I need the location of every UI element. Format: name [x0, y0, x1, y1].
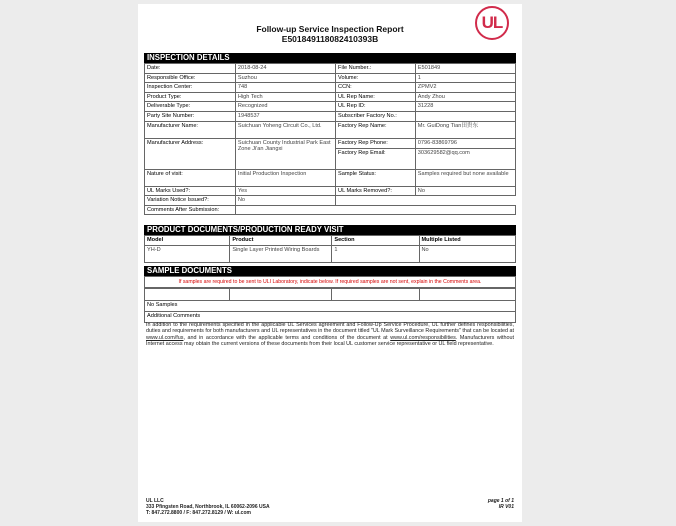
field-label: Date:: [145, 64, 236, 74]
field-label: Subscriber Factory No.:: [336, 111, 416, 121]
additional-comments-label: Additional Comments: [145, 312, 516, 323]
table-row: [145, 245, 516, 262]
table-row: [145, 186, 516, 196]
field-value: [415, 111, 515, 121]
field-label: UL Rep Name:: [336, 92, 416, 102]
empty-cell: [145, 289, 230, 301]
field-label: Responsible Office:: [145, 73, 236, 83]
inspection-details-section: [144, 53, 516, 215]
sample-documents-table: [144, 288, 516, 323]
report-number: E501849118082410393B: [281, 34, 379, 44]
report-page: [138, 4, 522, 522]
table-row: [145, 138, 516, 148]
field-value: Suichuan County Industrial Park East Zone Ji'an Jiangxi: [235, 138, 335, 169]
field-value: 303629582@qq.com: [415, 148, 515, 169]
footer-street: 333 Pfingsten Road, Northbrook, IL 60062-2096 USA: [146, 503, 270, 510]
paragraph-text: , and in accordance with the applicable terms and conditions of the document at: [183, 334, 388, 341]
responsibilities-link[interactable]: www.ul.com/responsibilities: [390, 334, 456, 341]
field-value: High Tech: [235, 92, 335, 102]
column-header: Multiple Listed: [419, 236, 515, 246]
field-value: [235, 205, 515, 215]
field-label: UL Marks Removed?:: [336, 186, 416, 196]
footer-contact: T: 847.272.8800 / F: 847.272.8129 / W: ul.com: [146, 509, 251, 516]
table-cell: 1: [332, 245, 419, 262]
field-value: 1948537: [235, 111, 335, 121]
page-number: page 1 of 1: [487, 498, 514, 504]
field-value: E501849: [415, 64, 515, 74]
no-samples-label: No Samples: [145, 301, 516, 312]
report-title: Follow-up Service Inspection Report: [256, 24, 404, 34]
table-cell: No: [419, 245, 515, 262]
footer-address: [146, 499, 270, 516]
field-value: Suzhou: [235, 73, 335, 83]
field-value: Suichuan Yoheng Circuit Co., Ltd.: [235, 121, 335, 138]
table-row: [145, 312, 516, 323]
field-value: No: [415, 186, 515, 196]
table-row: [145, 83, 516, 93]
sample-instructions: If samples are required to be sent to ULI Laboratory, indicate below. If required samples are not sent, explain in the Comments area.: [144, 276, 516, 288]
field-value: 0796-83869796: [415, 138, 515, 148]
terms-paragraph: [146, 322, 514, 348]
field-label: Party Site Number:: [145, 111, 236, 121]
table-row: [145, 102, 516, 112]
field-value: No: [235, 196, 335, 206]
field-value: Initial Production Inspection: [235, 169, 335, 186]
ul-logo: UL: [475, 6, 509, 40]
field-label: Deliverable Type:: [145, 102, 236, 112]
field-label: Nature of visit:: [145, 169, 236, 186]
table-row: [145, 301, 516, 312]
empty-cell: [332, 289, 419, 301]
column-header: Section: [332, 236, 419, 246]
field-label: File Number.:: [336, 64, 416, 74]
paragraph-text: . Manufacturers without Internet access may obtain the current versions of these documents from their local UL customer service representative or UL field representative.: [146, 334, 514, 348]
field-value: ZPMV2: [415, 83, 515, 93]
field-value: Andy Zhou: [415, 92, 515, 102]
empty-cell: [419, 289, 515, 301]
field-label: CCN:: [336, 83, 416, 93]
table-row: [145, 64, 516, 74]
field-label: Comments After Submission:: [145, 205, 236, 215]
field-label: Manufacturer Address:: [145, 138, 236, 169]
table-row: [145, 169, 516, 186]
field-label: Variation Notice Issued?:: [145, 196, 236, 206]
form-id: IR V01: [498, 503, 514, 510]
field-value: Yes: [235, 186, 335, 196]
field-value: 1: [415, 73, 515, 83]
field-label: Product Type:: [145, 92, 236, 102]
table-row: [145, 289, 516, 301]
empty-cell: [230, 289, 332, 301]
table-row: [145, 92, 516, 102]
table-row: [145, 111, 516, 121]
table-row: [145, 121, 516, 138]
table-row: [145, 196, 516, 206]
sample-documents-section: [144, 266, 516, 323]
field-label: Inspection Center:: [145, 83, 236, 93]
table-row: [145, 205, 516, 215]
field-label: UL Rep ID:: [336, 102, 416, 112]
field-value: 748: [235, 83, 335, 93]
field-label: Factory Rep Phone:: [336, 138, 416, 148]
field-value: 31228: [415, 102, 515, 112]
field-value: 2018-08-24: [235, 64, 335, 74]
inspection-table: [144, 63, 516, 215]
field-label: Factory Rep Name:: [336, 121, 416, 138]
field-label: Factory Rep Email:: [336, 148, 416, 169]
field-label: Sample Status:: [336, 169, 416, 186]
field-label: UL Marks Used?:: [145, 186, 236, 196]
field-label: Volume:: [336, 73, 416, 83]
field-value: Mr. GuiDong Tian田贵东: [415, 121, 515, 138]
section-header-product-documents: PRODUCT DOCUMENTS/PRODUCTION READY VISIT: [144, 225, 516, 235]
field-value: Samples required but none available: [415, 169, 515, 186]
product-documents-table: [144, 235, 516, 263]
paragraph-text: In addition to the requirements specified in the applicable UL Services agreement and Follow-Up Service Procedure, UL further defines responsibilities, duties and requirements for both manufacturers and UL representatives in the document titled "UL Mark Surveillance Requirements" that can be located at: [146, 322, 514, 335]
section-header-sample-documents: SAMPLE DOCUMENTS: [144, 266, 516, 276]
table-cell: Single Layer Printed Wiring Boards: [230, 245, 332, 262]
field-label: Manufacturer Name:: [145, 121, 236, 138]
column-header: Product: [230, 236, 332, 246]
table-cell: YH-D: [145, 245, 230, 262]
fus-link[interactable]: www.ul.com/fus: [146, 334, 184, 341]
footer-company: UL LLC: [146, 498, 164, 504]
column-header: Model: [145, 236, 230, 246]
table-header-row: [145, 236, 516, 246]
empty-cell: [336, 196, 516, 206]
product-documents-section: [144, 225, 516, 263]
section-header-inspection: INSPECTION DETAILS: [144, 53, 516, 63]
field-value: Recognized: [235, 102, 335, 112]
table-row: [145, 73, 516, 83]
footer-page-info: [488, 499, 514, 511]
